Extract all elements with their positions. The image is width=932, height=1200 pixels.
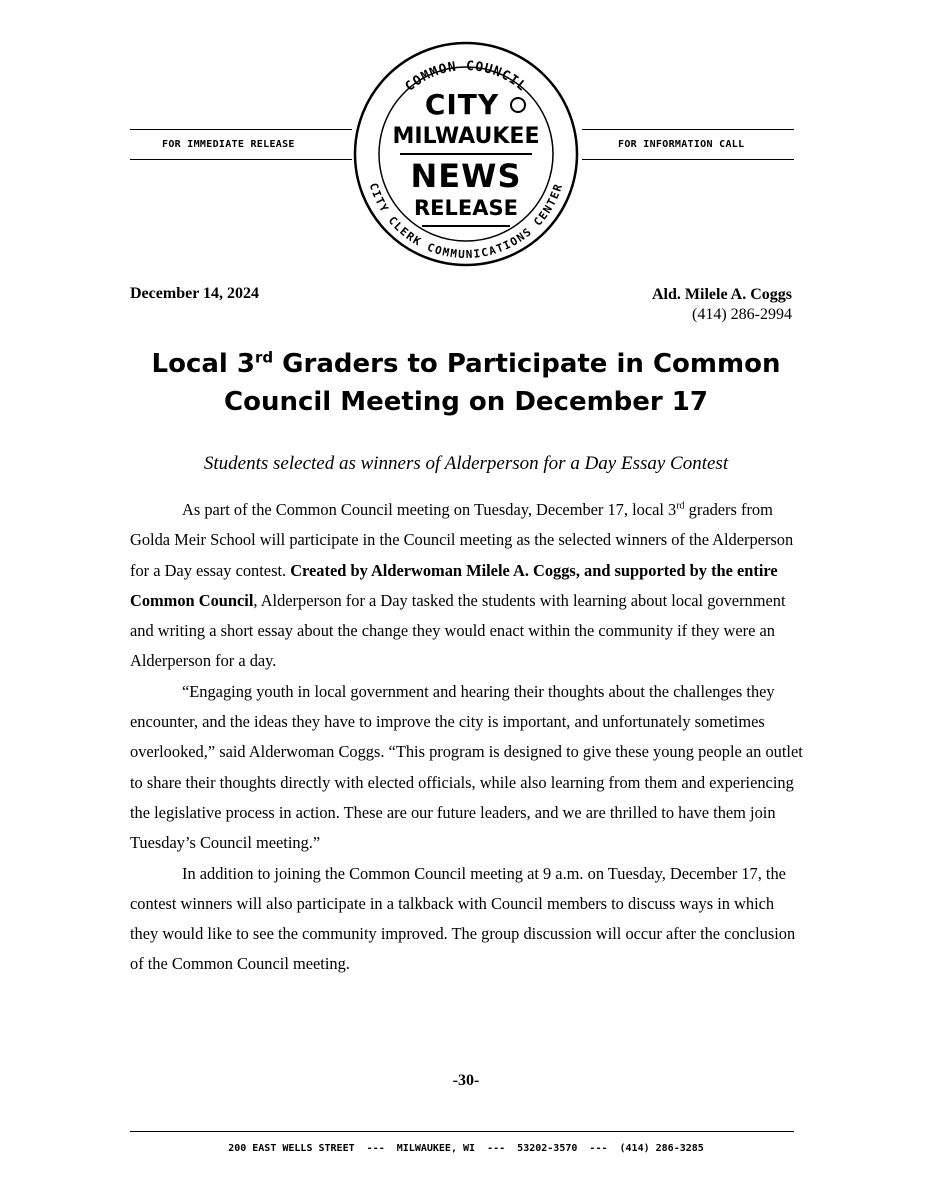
seal-news-text: NEWS xyxy=(410,157,522,195)
headline-ordinal: rd xyxy=(254,348,274,367)
footer-address: 200 EAST WELLS STREET --- MILWAUKEE, WI --- 53202-3570 --- (414) 286-3285 xyxy=(228,1143,704,1154)
paragraph-3: In addition to joining the Common Council meeting at 9 a.m. on Tuesday, December 17, the contest winners will also participate in a talkback with Council members to discuss ways in which they would like to see the community improved. The group discussion will occur after the conclusion of the Common Council meeting. xyxy=(130,863,796,974)
article-body xyxy=(130,495,806,980)
subheadline: Students selected as winners of Alderperson for a Day Essay Contest xyxy=(203,453,729,474)
information-call-label: FOR INFORMATION CALL xyxy=(618,139,745,150)
header-right-rule-top xyxy=(582,129,794,130)
contact-block xyxy=(652,285,792,325)
seal-release-text: RELEASE xyxy=(414,196,518,220)
footer-rule xyxy=(130,1131,794,1132)
headline-line1-rest: Graders to Participate in Common xyxy=(273,349,781,379)
seal-top-arc-text: COMMON COUNCIL xyxy=(402,58,530,95)
header-left-rule-top xyxy=(130,129,352,130)
news-release-seal xyxy=(352,40,580,268)
seal-milwaukee-text: MILWAUKEE xyxy=(392,124,540,149)
header-right-rule-bottom xyxy=(582,159,794,160)
paragraph-1-text-c: , Alderperson for a Day tasked the students with learning about local government and writing a short essay about the change they would enact within the community if they were an Alderperson for a day. xyxy=(130,590,786,671)
end-mark: -30- xyxy=(452,1072,480,1089)
contact-name: Ald. Milele A. Coggs xyxy=(652,286,792,303)
paragraph-1-bold: Created by Alderwoman Milele A. Coggs, and supported by the entire Common Council xyxy=(130,560,778,610)
headline xyxy=(100,345,832,421)
seal-city-text: CITY xyxy=(424,88,500,121)
contact-phone: (414) 286-2994 xyxy=(692,306,792,323)
headline-pre: Local 3 xyxy=(151,349,255,379)
paragraph-2-quote: “Engaging youth in local government and hearing their thoughts about the challenges they encounter, and the ideas they have to improve the city is important, and unfortunately sometimes overlooked,” said Alderwoman Coggs. “This program is designed to give these young people an outlet to share their thoughts directly with elected officials, while also learning from them and experiencing the legislative process in action. These are our future leaders, and we are thrilled to have them join Tuesday’s Council meeting.” xyxy=(130,681,803,853)
release-date: December 14, 2024 xyxy=(130,285,259,302)
immediate-release-label: FOR IMMEDIATE RELEASE xyxy=(162,139,295,150)
paragraph-1 xyxy=(130,495,806,677)
paragraph-1-text-b: graders from Golda Meir School will participate in the Council meeting as the selected winners of the Alderperson for a Day essay contest. xyxy=(130,500,794,580)
paragraph-1-ordinal: rd xyxy=(676,500,685,512)
paragraph-1-text-a: As part of the Common Council meeting on Tuesday, December 17, local 3 xyxy=(182,500,677,519)
header-left-rule-bottom xyxy=(130,159,352,160)
headline-line2: Council Meeting on December 17 xyxy=(224,387,708,417)
seal-bottom-arc-text: CITY CLERK COMMUNICATIONS CENTER xyxy=(366,181,566,262)
seal-swirl-icon xyxy=(511,98,525,112)
